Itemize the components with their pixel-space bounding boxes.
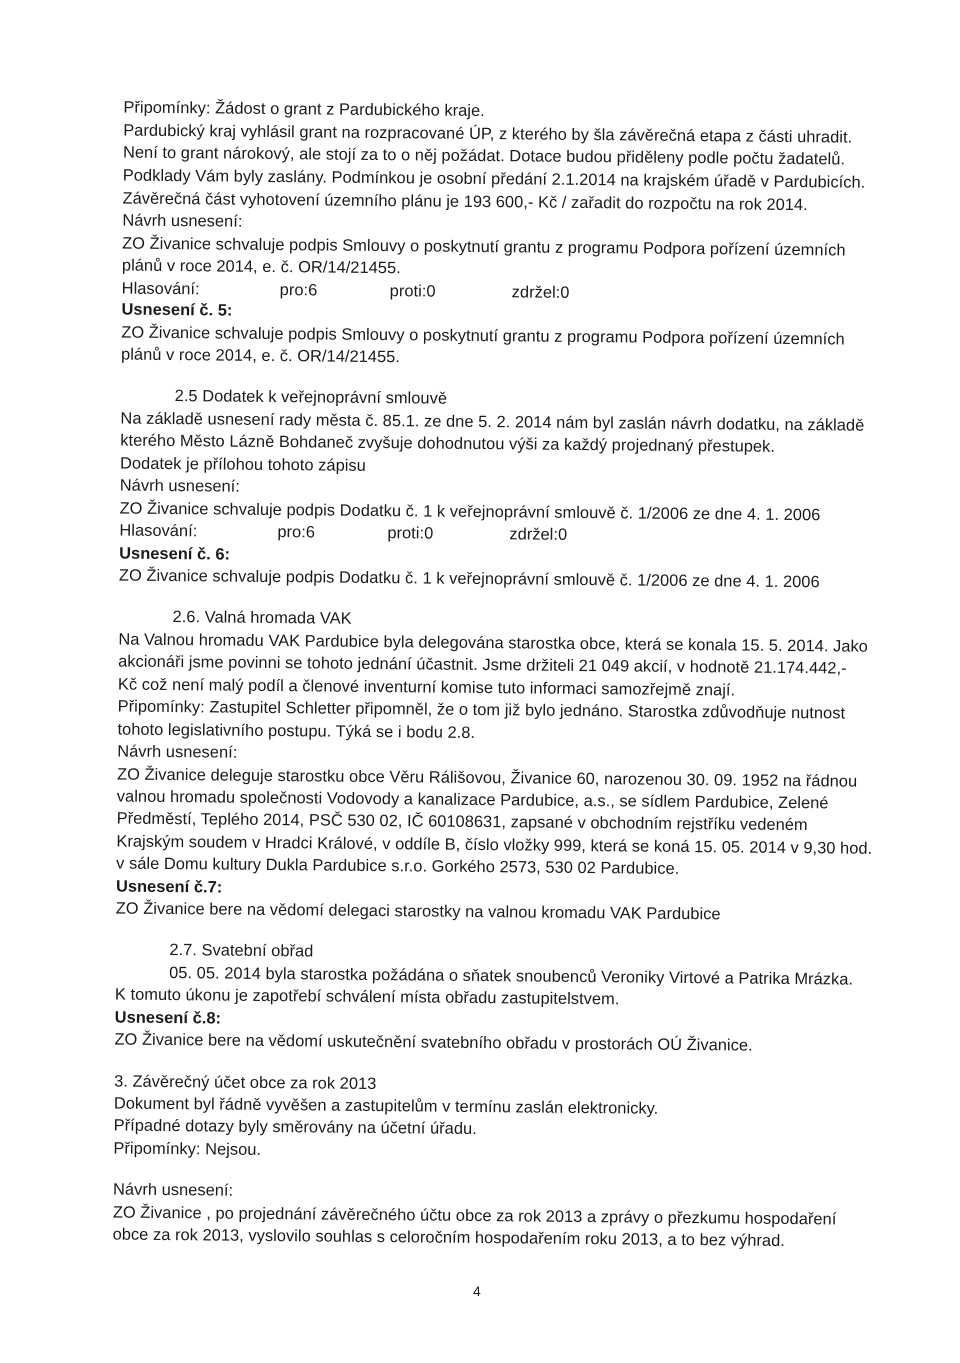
- text-line: Dokument byl řádně vyvěšen a zastupitelům v termínu zaslán elektronicky.: [113, 1094, 659, 1118]
- text-line: obce za rok 2013, vyslovilo souhlas s celoročním hospodařením roku 2013, a to bez výhrad.: [112, 1225, 785, 1250]
- text-line: Návrh usnesení:: [119, 476, 241, 496]
- text-line: ZO Živanice bere na vědomí uskutečnění svatebního obřadu v prostorách OÚ Živanice.: [114, 1030, 753, 1055]
- text-line: Předměstí, Teplého 2014, PSČ 530 02, IČ 60108631, zapsané v obchodním rejstříku vedeném: [116, 809, 808, 835]
- text-line: Návrh usnesení:: [122, 211, 243, 231]
- text-line: Připomínky: Zastupitel Schletter připomněl, že o tom již bylo jednáno. Starostka zdůvodňuje nutnost: [117, 697, 846, 723]
- text-line: ZO Živanice deleguje starostku obce Věru Rálišovou, Živanice 60, narozenou 30. 09. 1952 na řádnou: [116, 765, 858, 791]
- resolution-heading: Usnesení č. 6:: [119, 544, 231, 564]
- page-number: 4: [473, 1283, 481, 1299]
- vote-proti: proti:0: [387, 524, 434, 543]
- text-line: ZO Živanice schvaluje podpis Smlouvy o poskytnutí grantu z programu Podpora pořízení územních: [121, 323, 845, 349]
- text-line: Připomínky: Nejsou.: [113, 1139, 262, 1159]
- text-line: ZO Živanice schvaluje podpis Dodatku č. 1 k veřejnoprávní smlouvě č. 1/2006 ze dne 4. 1. 2006: [118, 566, 820, 592]
- text-line: plánů v roce 2014, e. č. OR/14/21455.: [121, 256, 401, 278]
- section-heading: 3. Závěrečný účet obce za rok 2013: [114, 1072, 377, 1093]
- resolution-heading: Usnesení č.8:: [114, 1008, 222, 1028]
- text-line: Pardubický kraj vyhlásil grant na rozpracované ÚP, z kterého by šla závěrečná etapa z části uhradit.: [123, 121, 853, 147]
- vote-pro: pro:6: [277, 523, 316, 542]
- vote-proti: proti:0: [389, 281, 436, 301]
- resolution-heading: Usnesení č.7:: [115, 877, 223, 897]
- vote-pro: pro:6: [279, 280, 318, 300]
- text-line: kterého Město Lázně Bohdaneč zvyšuje dohodnutou výši za každý projednaný přestupek.: [120, 431, 776, 457]
- text-line: plánů v roce 2014, e. č. OR/14/21455.: [121, 345, 401, 367]
- text-line: valnou hromadu společnosti Vodovody a kanalizace Pardubice, a.s., se sídlem Pardubice, Zelené: [116, 787, 829, 813]
- text-line: ZO Živanice schvaluje podpis Smlouvy o poskytnutí grantu z programu Podpora pořízení územních: [122, 234, 846, 260]
- vote-label: Hlasování:: [119, 521, 198, 541]
- vote-zdrzel: zdržel:0: [511, 282, 570, 302]
- vote-label: Hlasování:: [121, 279, 200, 298]
- text-line: Případné dotazy byly směrovány na účetní úřadu.: [113, 1116, 477, 1139]
- text-line: Návrh usnesení:: [112, 1180, 234, 1200]
- text-line: Podklady Vám byly zaslány. Podmínkou je osobní předání 2.1.2014 na krajském úřadě v Pardubicích.: [122, 166, 866, 192]
- text-line: ZO Živanice , po projednání závěrečného účtu obce za rok 2013 a zprávy o přezkumu hospodaření: [112, 1203, 837, 1228]
- text-line: Na Valnou hromadu VAK Pardubice byla delegována starostka obce, která se konala 15. 5. 2014. Jako: [118, 630, 868, 656]
- text-line: K tomuto úkonu je zapotřebí schválení místa obřadu zastupitelstvem.: [114, 985, 620, 1009]
- text-line: v sále Domu kultury Dukla Pardubice s.r.o. Gorkého 2573, 530 02 Pardubice.: [116, 854, 680, 879]
- text-line: Na základě usnesení rady města č. 85.1. ze dne 5. 2. 2014 nám byl zaslán návrh dodatku, na základě: [120, 409, 865, 435]
- text-line: Návrh usnesení:: [117, 742, 238, 762]
- text-line: tohoto legislativního postupu. Týká se i bodu 2.8.: [117, 720, 476, 742]
- section-heading: 2.5 Dodatek k veřejnoprávní smlouvě: [174, 387, 448, 408]
- text-line: 05. 05. 2014 byla starostka požádána o sňatek snoubenců Veroniky Virtové a Patrika Mrázka.: [169, 963, 854, 989]
- section-heading: 2.6. Valná hromada VAK: [172, 608, 352, 628]
- text-line: Krajským soudem v Hradci Králové, v oddíle B, číslo vložky 999, která se koná 15. 05. 2014 v 9,30 hod.: [116, 832, 873, 858]
- vote-zdrzel: zdržel:0: [509, 525, 568, 544]
- text-line: ZO Živanice schvaluje podpis Dodatku č. 1 k veřejnoprávní smlouvě č. 1/2006 ze dne 4. 1. 2006: [119, 499, 821, 524]
- text-line: Kč což není malý podíl a členové inventurní komise tuto informaci samozřejmě znají.: [117, 675, 736, 700]
- section-heading: 2.7. Svatební obřad: [169, 941, 314, 961]
- text-line: Připomínky: Žádost o grant z Pardubického kraje.: [123, 98, 485, 121]
- text-line: Závěrečná část vyhotovení územního plánu je 193 600,- Kč / zařadit do rozpočtu na rok 2014.: [122, 189, 808, 214]
- text-line: Není to grant nárokový, ale stojí za to o něj požádat. Dotace budou přiděleny podle počtu žadatelů.: [122, 143, 846, 169]
- text-line: akcionáři jsme povinni se tohoto jednání účastnit. Jsme držiteli 21 049 akcií, v hodnotě 21.174.442,-: [118, 652, 847, 678]
- text-line: ZO Živanice bere na vědomí delegaci starostky na valnou kromadu VAK Pardubice: [115, 899, 721, 924]
- text-line: Dodatek je přílohou tohoto zápisu: [119, 454, 366, 475]
- resolution-heading: Usnesení č. 5:: [121, 300, 233, 320]
